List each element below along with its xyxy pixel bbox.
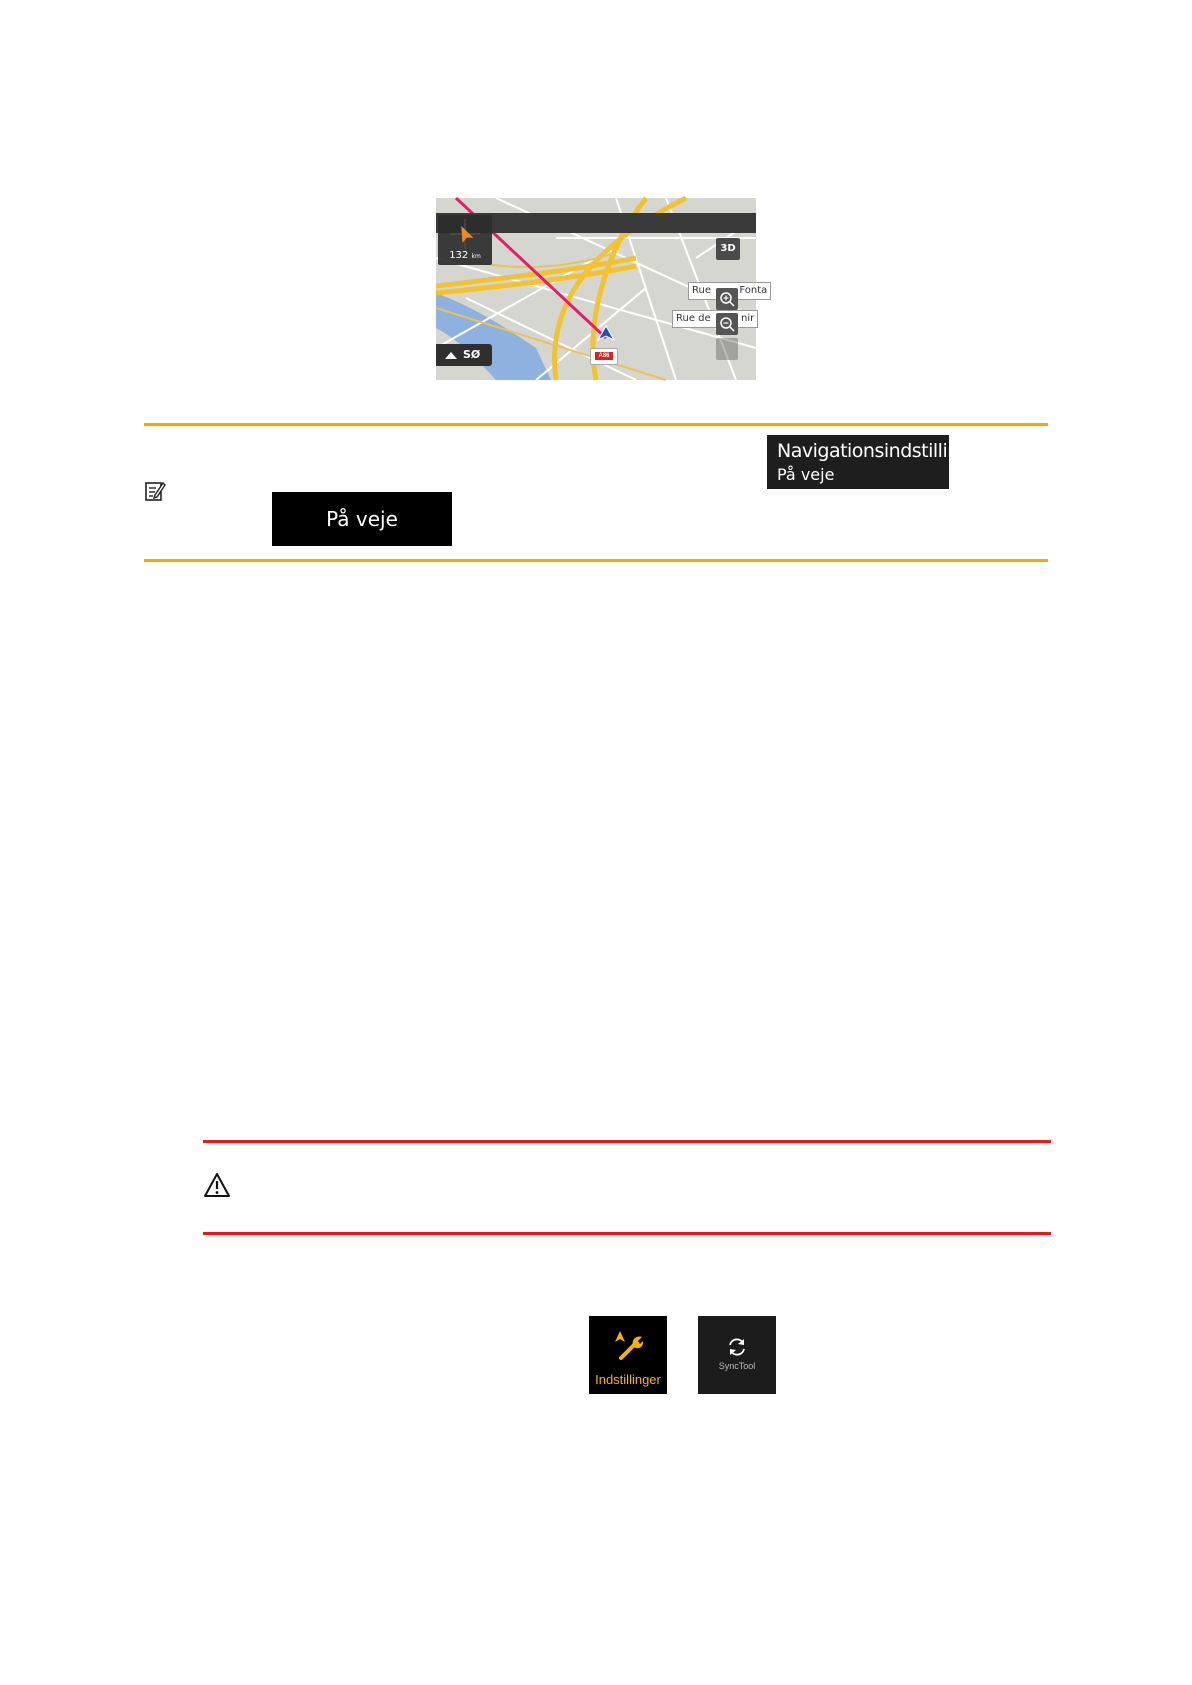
compass-widget[interactable] xyxy=(438,215,492,265)
zoom-in-icon xyxy=(716,288,738,310)
street-label-part: nir xyxy=(741,313,755,324)
street-label-part: Fonta xyxy=(739,285,768,296)
distance-value: 132 xyxy=(449,250,469,261)
warning-icon xyxy=(203,1172,231,1198)
settings-app-tile[interactable] xyxy=(589,1316,667,1394)
navigation-setting-title: Navigationsindstilling xyxy=(777,440,971,462)
distance-unit: km xyxy=(471,253,481,260)
navigation-setting-badge xyxy=(767,435,971,489)
zoom-out-icon xyxy=(716,313,738,335)
street-label-part: Rue xyxy=(692,285,711,296)
note-top-border xyxy=(144,423,1048,426)
note-bottom-border xyxy=(144,559,1048,562)
navigation-setting-value: På veje xyxy=(777,465,835,484)
heading-arrow-icon xyxy=(445,352,457,359)
view-3d-button[interactable]: 3D xyxy=(716,238,740,260)
map-screenshot xyxy=(436,198,768,380)
zoom-in-button[interactable] xyxy=(716,288,738,310)
road-shield xyxy=(590,348,618,365)
heading-indicator xyxy=(436,344,492,366)
settings-wrench-icon xyxy=(611,1328,647,1364)
note-icon xyxy=(144,480,166,502)
settings-app-label: Indstillinger xyxy=(595,1372,661,1387)
road-number: A86 xyxy=(595,352,613,360)
synctool-app-label: SyncTool xyxy=(718,1361,756,1371)
compass-needle-icon xyxy=(438,215,492,251)
zoom-out-button[interactable] xyxy=(716,313,738,335)
tilt-button[interactable] xyxy=(716,338,738,360)
heading-text: SØ xyxy=(463,348,481,361)
street-label-part: Rue de xyxy=(676,313,711,324)
distance-readout xyxy=(438,250,492,261)
synctool-app-tile[interactable] xyxy=(698,1316,776,1394)
warning-bottom-border xyxy=(203,1232,1051,1235)
on-road-button[interactable]: På veje xyxy=(272,492,452,546)
warning-top-border xyxy=(203,1140,1051,1143)
sync-icon xyxy=(725,1336,749,1358)
